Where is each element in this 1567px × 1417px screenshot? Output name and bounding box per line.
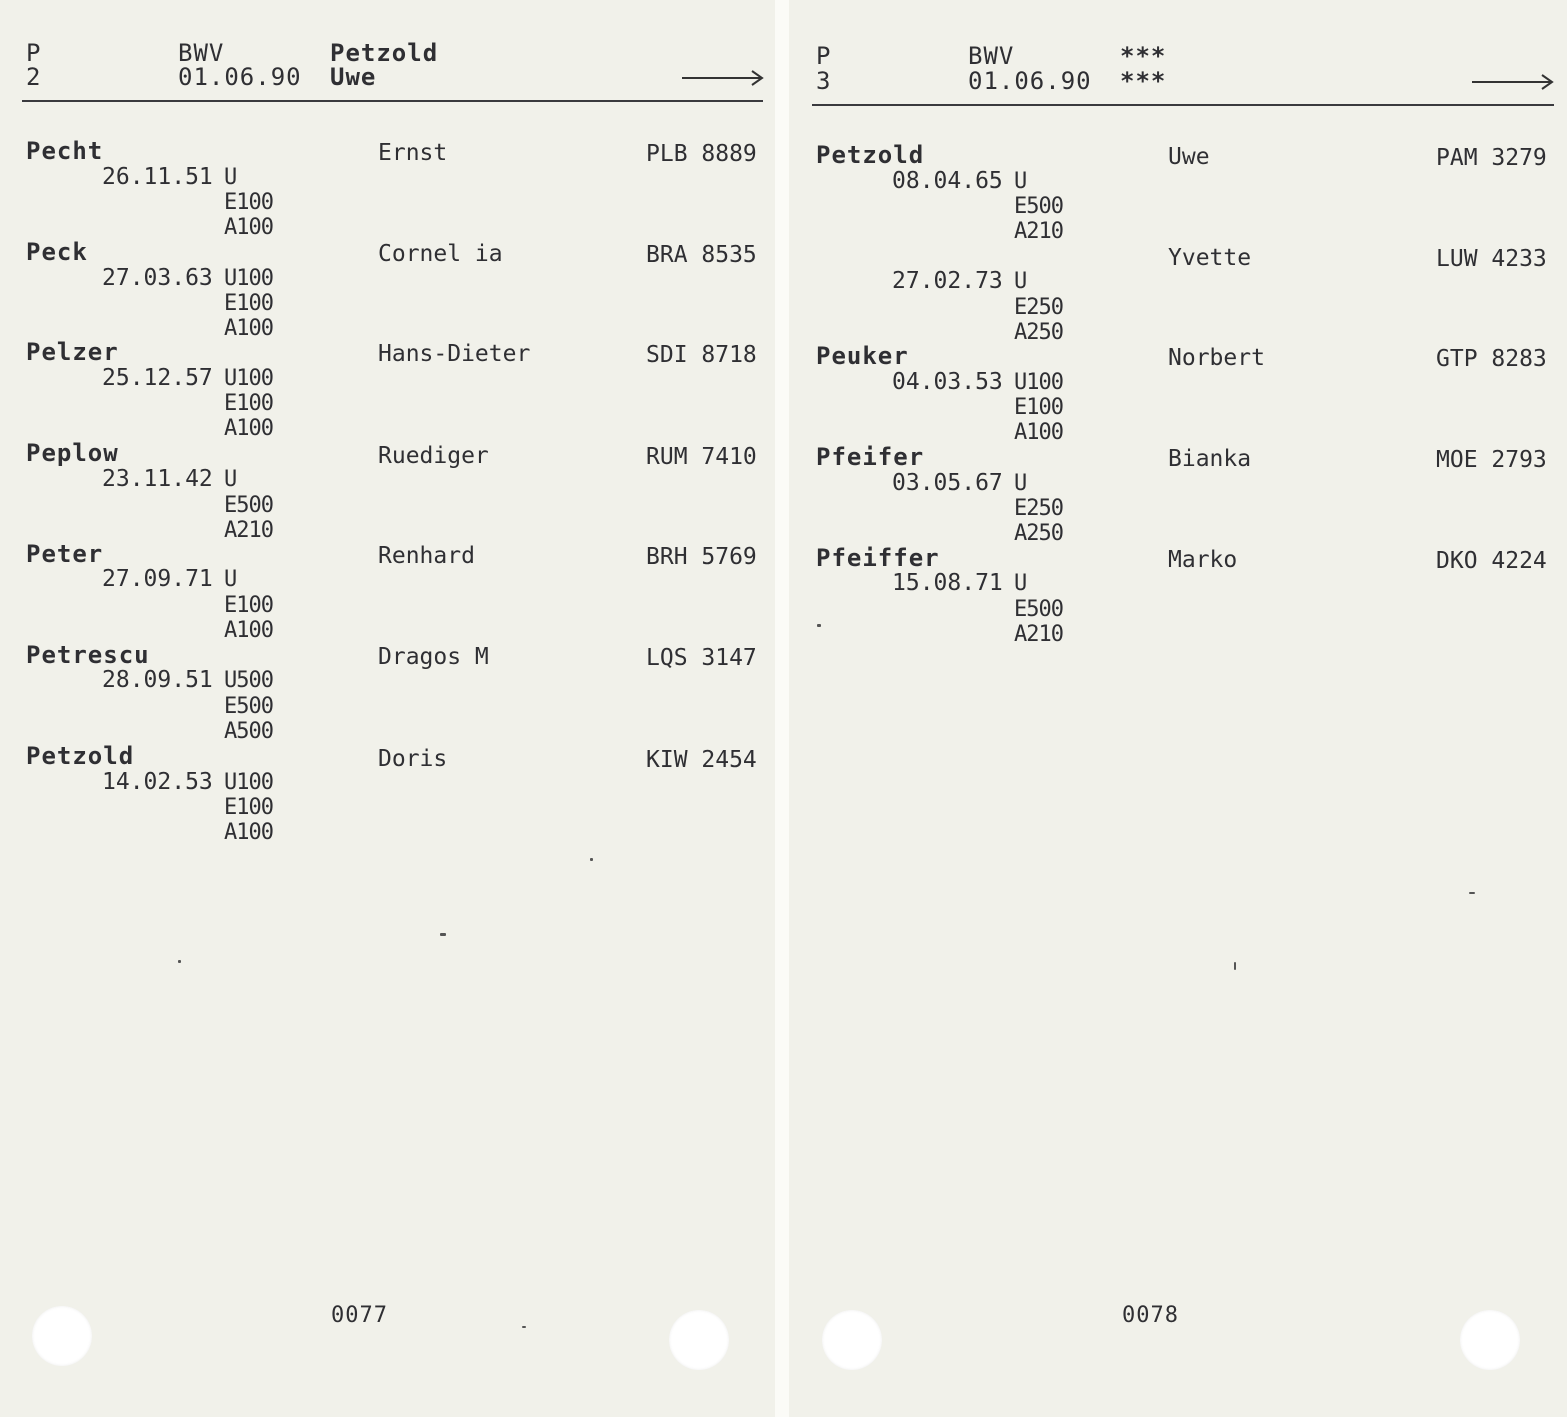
entry-code: U xyxy=(224,467,237,492)
paper-speck xyxy=(522,1326,526,1328)
entry-code: U xyxy=(1014,471,1027,496)
entry-code: U xyxy=(1014,571,1027,596)
entry-code: E500 xyxy=(1014,194,1063,219)
entry-code: E500 xyxy=(224,694,273,719)
entry-id: GTP 8283 xyxy=(1436,346,1547,372)
punch-hole-icon xyxy=(822,1310,882,1370)
entry-code: E500 xyxy=(1014,597,1063,622)
entry-code: E100 xyxy=(224,391,273,416)
entry-id: BRH 5769 xyxy=(646,544,757,570)
entry-firstname: Dragos M xyxy=(378,644,489,670)
entry-code: U500 xyxy=(224,668,273,693)
entry-firstname: Ruediger xyxy=(378,443,489,469)
entry-firstname: Hans-Dieter xyxy=(378,341,531,367)
entry-birthdate: 14.02.53 xyxy=(102,769,213,795)
entry-code: U100 xyxy=(224,366,273,391)
entry-code: U100 xyxy=(1014,370,1063,395)
header-page-number: 3 xyxy=(816,67,832,95)
entry-birthdate: 08.04.65 xyxy=(892,168,1003,194)
entry-id: MOE 2793 xyxy=(1436,447,1547,473)
entry-code: A100 xyxy=(1014,420,1063,445)
entry-surname: Peplow xyxy=(26,439,119,467)
paper-speck xyxy=(817,624,821,627)
entry-id: PAM 3279 xyxy=(1436,145,1547,171)
entry-firstname: Cornel ia xyxy=(378,241,503,267)
entry-code: E100 xyxy=(224,593,273,618)
entry-surname: Pecht xyxy=(26,137,104,165)
header-date: 01.06.90 xyxy=(178,63,302,91)
entry-code: A210 xyxy=(1014,622,1063,647)
entry-code: U xyxy=(1014,169,1027,194)
entry-birthdate: 26.11.51 xyxy=(102,164,213,190)
entry-code: A250 xyxy=(1014,320,1063,345)
entry-code: A100 xyxy=(224,215,273,240)
entry-surname: Pelzer xyxy=(26,338,119,366)
header-name-line2: *** xyxy=(1120,67,1167,95)
paper-speck xyxy=(590,858,593,861)
entry-code: A100 xyxy=(224,618,273,643)
header-name-line1: *** xyxy=(1120,42,1167,70)
header-name-line1: Petzold xyxy=(330,39,439,67)
entry-code: A100 xyxy=(224,820,273,845)
right-arrow-icon xyxy=(682,68,766,88)
page-footer-number: 0078 xyxy=(1122,1303,1179,1328)
paper-speck xyxy=(1469,892,1475,894)
punch-hole-icon xyxy=(669,1310,729,1370)
register-page-right xyxy=(789,0,1567,1417)
punch-hole-icon xyxy=(32,1306,92,1366)
entry-id: SDI 8718 xyxy=(646,342,757,368)
entry-id: DKO 4224 xyxy=(1436,548,1547,574)
entry-code: U100 xyxy=(224,266,273,291)
entry-firstname: Norbert xyxy=(1168,345,1265,371)
paper-speck xyxy=(440,933,446,936)
entry-firstname: Ernst xyxy=(378,140,448,166)
header-letter: P xyxy=(26,39,42,67)
entry-surname: Petzold xyxy=(816,141,925,169)
entry-surname: Petzold xyxy=(26,742,135,770)
entry-surname: Peter xyxy=(26,540,104,568)
entry-surname: Peck xyxy=(26,238,88,266)
entry-surname: Pfeiffer xyxy=(816,544,940,572)
entry-code: U xyxy=(224,165,237,190)
header-name-line2: Uwe xyxy=(330,63,377,91)
paper-speck xyxy=(178,960,181,963)
entry-birthdate: 25.12.57 xyxy=(102,365,213,391)
register-page-left xyxy=(0,0,775,1417)
header-date: 01.06.90 xyxy=(968,67,1092,95)
entry-code: A210 xyxy=(224,518,273,543)
entry-firstname: Yvette xyxy=(1168,245,1252,271)
entry-id: LQS 3147 xyxy=(646,645,757,671)
entry-surname: Peuker xyxy=(816,342,909,370)
entry-code: A500 xyxy=(224,719,273,744)
page-footer-number: 0077 xyxy=(331,1303,388,1328)
entry-code: E100 xyxy=(1014,395,1063,420)
right-arrow-icon xyxy=(1472,72,1556,92)
entry-code: U100 xyxy=(224,770,273,795)
entry-code: A250 xyxy=(1014,521,1063,546)
entry-id: LUW 4233 xyxy=(1436,246,1547,272)
entry-surname: Petrescu xyxy=(26,641,150,669)
entry-code: E250 xyxy=(1014,496,1063,521)
entry-code: U xyxy=(224,567,237,592)
punch-hole-icon xyxy=(1460,1310,1520,1370)
paper-speck xyxy=(1234,962,1236,970)
entry-code: A100 xyxy=(224,416,273,441)
entry-id: BRA 8535 xyxy=(646,242,757,268)
entry-birthdate: 27.09.71 xyxy=(102,566,213,592)
entry-code: E100 xyxy=(224,190,273,215)
entry-firstname: Doris xyxy=(378,746,448,772)
entry-birthdate: 27.03.63 xyxy=(102,265,213,291)
entry-firstname: Marko xyxy=(1168,547,1238,573)
header-org: BWV xyxy=(178,39,225,67)
entry-code: E500 xyxy=(224,493,273,518)
entry-firstname: Bianka xyxy=(1168,446,1252,472)
entry-code: A100 xyxy=(224,316,273,341)
entry-id: KIW 2454 xyxy=(646,747,757,773)
entry-birthdate: 03.05.67 xyxy=(892,470,1003,496)
entry-birthdate: 15.08.71 xyxy=(892,570,1003,596)
entry-id: RUM 7410 xyxy=(646,444,757,470)
entry-id: PLB 8889 xyxy=(646,141,757,167)
header-org: BWV xyxy=(968,42,1015,70)
entry-code: E100 xyxy=(224,795,273,820)
entry-code: A210 xyxy=(1014,219,1063,244)
entry-code: U xyxy=(1014,269,1027,294)
entry-firstname: Renhard xyxy=(378,543,475,569)
entry-birthdate: 27.02.73 xyxy=(892,268,1003,294)
header-page-number: 2 xyxy=(26,63,42,91)
header-letter: P xyxy=(816,42,832,70)
entry-firstname: Uwe xyxy=(1168,144,1210,170)
entry-code: E100 xyxy=(224,291,273,316)
page-gutter xyxy=(775,0,789,1417)
entry-birthdate: 28.09.51 xyxy=(102,667,213,693)
entry-birthdate: 04.03.53 xyxy=(892,369,1003,395)
header-rule xyxy=(22,100,763,102)
entry-birthdate: 23.11.42 xyxy=(102,466,213,492)
entry-surname: Pfeifer xyxy=(816,443,925,471)
header-rule xyxy=(812,104,1554,106)
entry-code: E250 xyxy=(1014,295,1063,320)
